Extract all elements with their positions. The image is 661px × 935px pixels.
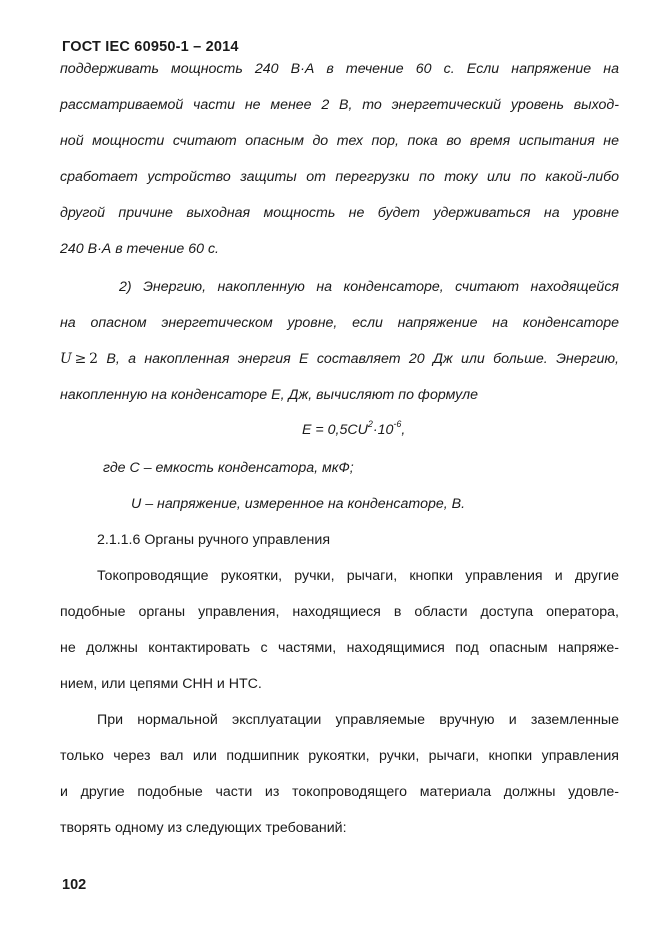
paragraph-line: 2) Энергию, накопленную на конденсаторе, считают находящейся [119, 279, 619, 295]
paragraph-line: сработает устройство защиты от перегрузки по току или по какой-либо [60, 169, 619, 185]
document-header: ГОСТ IEC 60950-1 – 2014 [62, 39, 239, 55]
paragraph-line: только через вал или подшипник рукоятки, ручки, рычаги, кнопки управления [60, 748, 619, 764]
paragraph-line: рассматриваемой части не менее 2 В, то энергетический уровень выход- [60, 97, 619, 113]
paragraph-line: на опасном энергетическом уровне, если напряжение на конденсаторе [60, 315, 619, 331]
math-variable: U ≥ 2 [60, 351, 99, 367]
paragraph-line: При нормальной эксплуатации управляемые вручную и заземленные [97, 712, 619, 728]
paragraph-line: ной мощности считают опасным до тех пор, пока во время испытания не [60, 133, 619, 149]
paragraph-line: нием, или цепями СНН и НТС. [60, 676, 262, 692]
formula-explanation-u: U – напряжение, измеренное на конденсаторе, В. [131, 496, 466, 512]
section-heading: 2.1.1.6 Органы ручного управления [97, 532, 330, 548]
formula: $E = 0,5CU^2\cdot 10^{-6}$, [302, 419, 406, 438]
paragraph-line: и другие подобные части из токопроводящего материала должны удовле- [60, 784, 619, 800]
paragraph-line: Токопроводящие рукоятки, ручки, рычаги, кнопки управления и другие [97, 568, 619, 584]
paragraph-line: накопленную на конденсаторе E, Дж, вычисляют по формуле [60, 387, 478, 403]
formula-explanation-c: где C – емкость конденсатора, мкФ; [103, 460, 354, 476]
paragraph-line [60, 350, 619, 368]
paragraph-line: подобные органы управления, находящиеся в области доступа оператора, [60, 604, 619, 620]
paragraph-line: 240 В·А в течение 60 с. [60, 241, 219, 257]
paragraph-text: В, а накопленная энергия Е составляет 20 Дж или больше. Энергию, [106, 351, 619, 367]
paragraph-line: не должны контактировать с частями, находящимися под опасным напряже- [60, 640, 619, 656]
paragraph-line: другой причине выходная мощность не будет удерживаться на уровне [60, 205, 619, 221]
paragraph-line: поддерживать мощность 240 В·А в течение 60 с. Если напряжение на [60, 61, 619, 77]
page-number: 102 [62, 877, 87, 893]
paragraph-line: творять одному из следующих требований: [60, 820, 347, 836]
